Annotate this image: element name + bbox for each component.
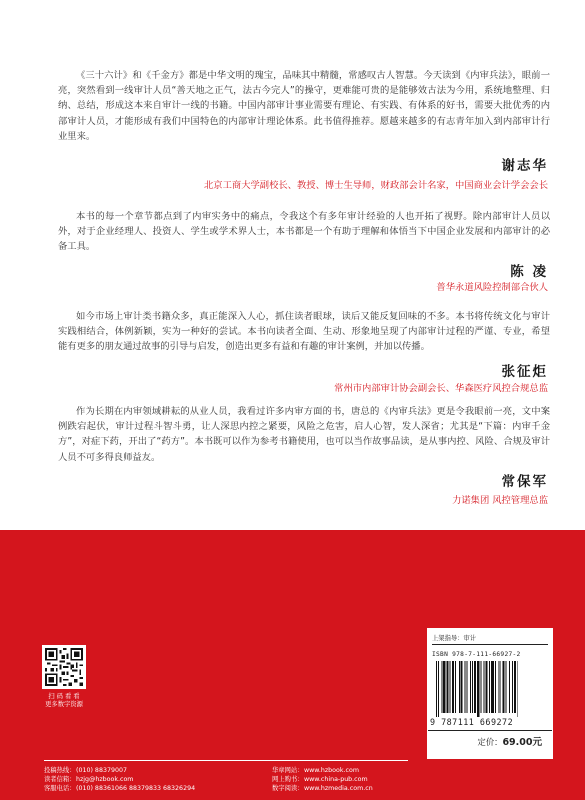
qr-caption-line-2: 更多数字资源	[45, 701, 83, 708]
barcode-bar	[470, 661, 471, 713]
contact-label: 华章网站：	[272, 767, 304, 774]
contact-item	[272, 775, 373, 784]
barcode-bar	[446, 661, 448, 713]
contact-value: (010) 88361066 88379833 68326294	[76, 785, 196, 793]
barcode-bar	[517, 661, 518, 717]
barcode-bar	[449, 661, 450, 713]
barcode-bar	[441, 661, 442, 713]
contact-value: www.hzmedia.com.cn	[304, 785, 373, 793]
contact-label: 网上购书：	[272, 776, 304, 784]
qr-caption-line-1: 扫 码 看 看	[48, 693, 80, 700]
barcode-bar	[503, 661, 505, 713]
barcode-bar	[477, 661, 480, 717]
shelf-guide: 上架指导：审计	[432, 633, 548, 645]
barcode-bar	[436, 661, 437, 717]
barcode-bar	[505, 661, 506, 713]
contact-list-right	[272, 766, 373, 794]
barcode-bar	[438, 661, 439, 717]
barcode-bar	[484, 661, 485, 713]
barcode-number: 9 787111 669272	[430, 717, 514, 727]
barcode-bar	[443, 661, 446, 713]
contact-item	[272, 784, 373, 793]
contact-value: (010) 88379007	[76, 767, 127, 774]
barcode-bar	[485, 661, 487, 713]
barcode-bar	[498, 661, 499, 713]
contact-item	[44, 766, 195, 775]
endorser-title-3: 常州市内部审计协会副会长、华森医疗风控合规总监	[334, 383, 548, 394]
qr-caption	[36, 693, 92, 709]
qr-code-icon	[45, 648, 83, 686]
endorser-name-1: 谢志华	[501, 158, 548, 174]
contact-value: hzjg@hzbook.com	[76, 776, 134, 784]
barcode-bar	[472, 661, 473, 713]
contact-label: 数字阅读：	[272, 785, 304, 793]
barcode-bar	[495, 661, 496, 713]
barcode-bar	[491, 661, 494, 713]
barcode-bar	[459, 661, 460, 713]
barcode-bar	[481, 661, 482, 713]
barcode-bar	[474, 661, 476, 713]
barcode-bar	[465, 661, 466, 713]
contact-item	[44, 784, 195, 793]
barcode-panel	[427, 628, 553, 759]
contact-list-left	[44, 766, 195, 794]
price	[428, 730, 552, 748]
endorser-title-2: 普华永道风险控制部合伙人	[436, 282, 548, 293]
qr-code	[42, 645, 86, 689]
barcode-bar	[500, 661, 501, 713]
footer-divider	[44, 760, 408, 761]
contact-label: 读者信箱：	[44, 776, 76, 784]
barcode-icon	[434, 661, 548, 717]
endorser-name-3: 张征炬	[501, 364, 548, 380]
barcode	[434, 661, 548, 717]
contact-value: www.china-pub.com	[304, 776, 368, 784]
contact-item	[44, 775, 195, 784]
barcode-bar	[466, 661, 467, 713]
contact-item	[272, 766, 373, 775]
barcode-bar	[455, 661, 456, 713]
endorser-title-1: 北京工商大学副校长、教授、博士生导师，财政部会计名家，中国商业会计学会会长	[204, 180, 548, 191]
barcode-bar	[489, 661, 490, 713]
contact-value: www.hzbook.com	[304, 767, 359, 774]
barcode-bar	[461, 661, 463, 713]
endorsement-text-4: 作为长期在内审领域耕耘的从业人员，我看过许多内审方面的书，唐总的《内审兵法》更是令我眼前一亮，文中案例跌宕起伏，审计过程斗智斗勇，让人深思内控之紧要，风险之危害，启人心智，发人深省；尤其是“下篇：内审千金方”，对症下药，开出了“药方”。本书既可以作为参考书籍使用，也可以当作故事品读，是从事内控、风险、合规及审计人员不可多得良师益友。	[58, 406, 550, 463]
endorsement-text-3: 如今市场上审计类书籍众多，真正能深入人心，抓住读者眼球，读后又能反复回味的不多。本书将传统文化与审计实践相结合，体例新颖，实为一种好的尝试。本书向读者全面、生动、形象地呈现了内部审计过程的严谨、专业，希望能有更多的朋友通过故事的引导与启发，创造出更多有益和有趣的审计案例，并加以传播。	[58, 311, 550, 353]
endorsement-text-2: 本书的每一个章节都点到了内审实务中的痛点，令我这个有多年审计经验的人也开拓了视野。除内部审计人员以外，对于企业经理人、投资人、学生或学术界人士，本书都是一个有助于理解和体悟当下中国企业发展和内部审计的必备工具。	[58, 211, 550, 253]
barcode-bar	[509, 661, 510, 713]
price-label: 定价：	[477, 737, 503, 747]
contact-label: 投稿热线：	[44, 767, 76, 774]
endorsement-text-1: 《三十六计》和《千金方》都是中华文明的瑰宝，品味其中精髓，常感叹古人智慧。今天读到《内审兵法》，眼前一亮，突然看到一线审计人员“善天地之正气，法古今完人”的操守，更难能可贵的是能够效古法为今用，系统地整理、归纳、总结，形成这本来自审计一线的书籍。中国内部审计事业需要有理论、有实践、有体系的好书，需要大批优秀的内部审计人员，才能形成有我们中国特色的内部审计理论体系。此书值得推荐。愿越来越多的有志青年加入到内部审计行业里来。	[58, 70, 550, 142]
barcode-bar	[452, 661, 454, 713]
isbn-text: ISBN 978-7-111-66927-2	[432, 651, 521, 658]
price-value: 69.00元	[502, 737, 542, 748]
contact-label: 客服电话：	[44, 785, 76, 793]
endorser-title-4: 力诺集团 风控管理总监	[452, 495, 548, 506]
barcode-bar	[512, 661, 513, 713]
barcode-bar	[514, 661, 516, 713]
endorser-name-4: 常保军	[501, 474, 548, 490]
endorser-name-2: 陈 凌	[510, 264, 548, 280]
